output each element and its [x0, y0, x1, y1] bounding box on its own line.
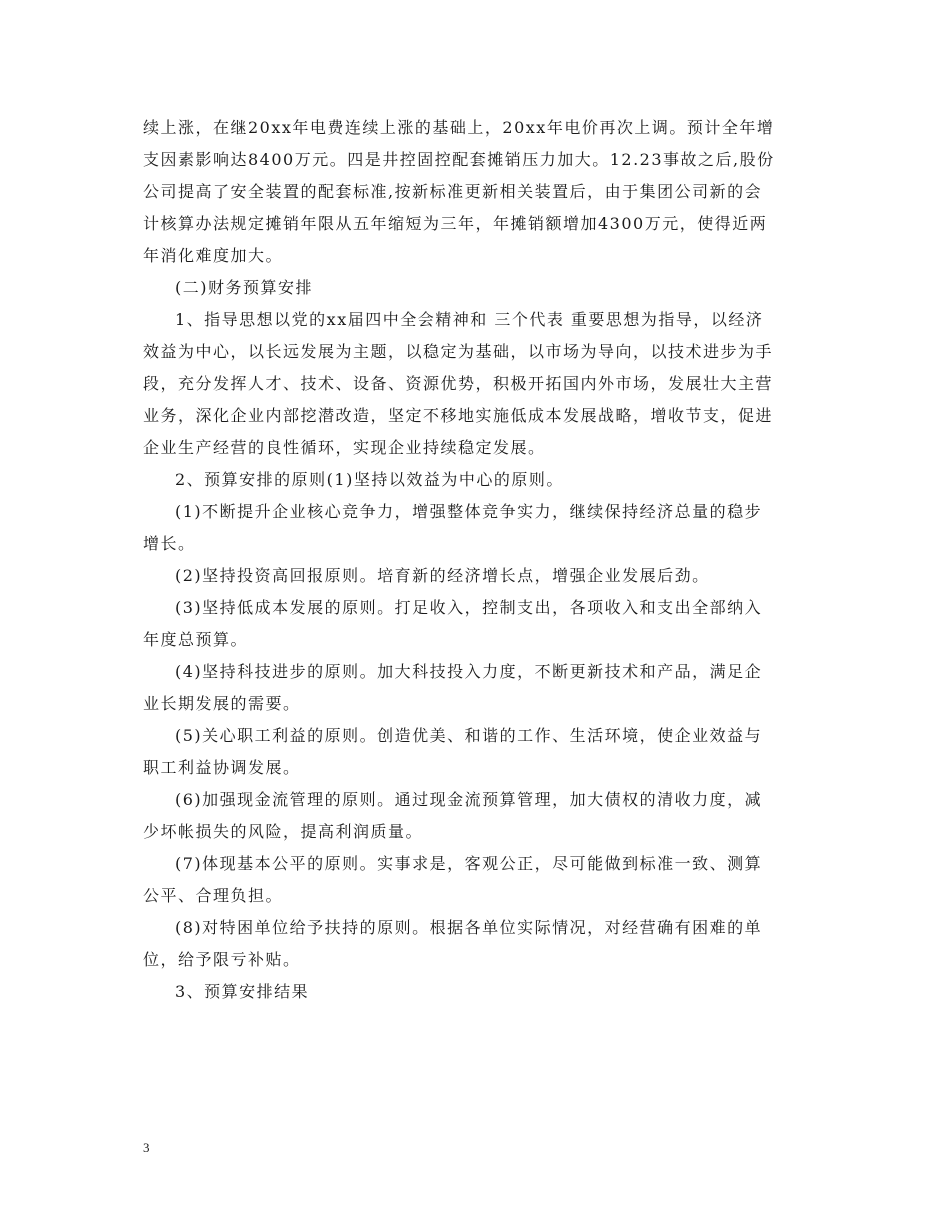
list-item-principle-8: (8)对特困单位给予扶持的原则。根据各单位实际情况，对经营确有困难的单 位，给予限亏补贴。	[143, 918, 763, 969]
list-item-principle-1: (1)不断提升企业核心竞争力，增强整体竞争实力，继续保持经济总量的稳步 增长。	[143, 502, 763, 553]
paragraph-budget-principles: 2、预算安排的原则(1)坚持以效益为中心的原则。	[175, 470, 564, 489]
section-heading-budget-results: 3、预算安排结果	[175, 982, 310, 1001]
list-item-principle-2: (2)坚持投资高回报原则。培育新的经济增长点，增强企业发展后劲。	[175, 566, 710, 585]
list-item-principle-5: (5)关心职工利益的原则。创造优美、和谐的工作、生活环境，使企业效益与 职工利益协调发展。	[143, 726, 763, 777]
list-item-principle-4: (4)坚持科技进步的原则。加大科技投入力度，不断更新技术和产品，满足企 业长期发展的需要。	[143, 662, 763, 713]
list-item-principle-3: (3)坚持低成本发展的原则。打足收入，控制支出，各项收入和支出全部纳入 年度总预算。	[143, 598, 763, 649]
section-heading-budget-arrangement: (二)财务预算安排	[175, 278, 313, 297]
paragraph-guiding-ideology: 1、指导思想以党的xx届四中全会精神和 三个代表 重要思想为指导，以经济 效益为中心，以长远发展为主题，以稳定为基础，以市场为导向，以技术进步为手 段，充分发挥人才、技术、设备、资源优势，积极开拓国内外市场，发展壮大主营 业务，深化企业内部挖潜改造，坚定不移地实施低成本发展战略，增收节支，促进 企业生产经营的良性循环，实现企业持续稳定发展。	[143, 310, 774, 457]
list-item-principle-7: (7)体现基本公平的原则。实事求是，客观公正，尽可能做到标准一致、测算 公平、合理负担。	[143, 854, 763, 905]
page-number: 3	[143, 1140, 150, 1155]
paragraph-continuation: 续上涨，在继20xx年电费连续上涨的基础上，20xx年电价再次上调。预计全年增 支因素影响达8400万元。四是井控固控配套摊销压力加大。12.23事故之后,股份 公司提高了安全装置的配套标准,按新标准更新相关装置后，由于集团公司新的会 计核算办法规定摊销年限从五年缩短为三年，年摊销额增加4300万元，使得近两 年消化难度加大。	[143, 118, 775, 265]
list-item-principle-6: (6)加强现金流管理的原则。通过现金流预算管理，加大债权的清收力度，减 少坏帐损失的风险，提高利润质量。	[143, 790, 763, 841]
document-body	[143, 112, 811, 1008]
